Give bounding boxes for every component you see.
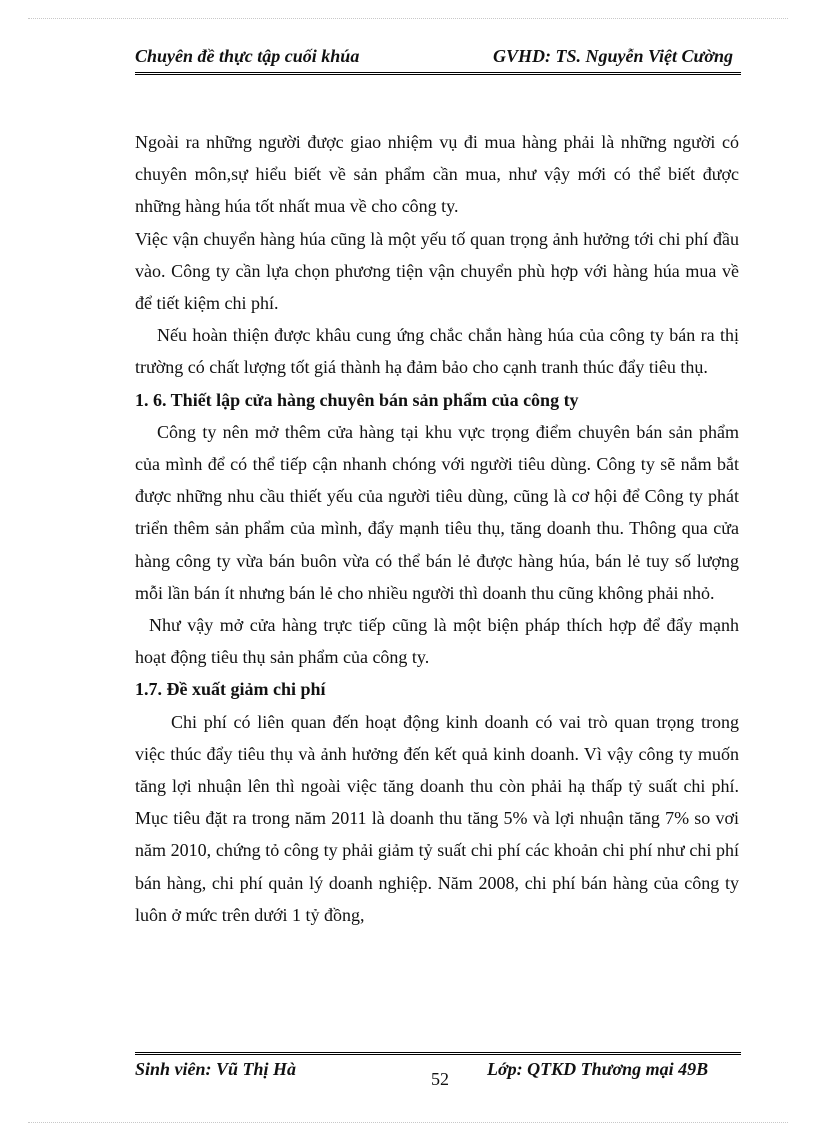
header-advisor: GVHD: TS. Nguyễn Việt Cường: [493, 46, 733, 66]
header-title: Chuyên đề thực tập cuối khúa: [135, 46, 360, 66]
footer-student: Sinh viên: Vũ Thị Hà: [135, 1059, 297, 1079]
page-border-top: [28, 18, 788, 19]
paragraph: Công ty nên mở thêm cửa hàng tại khu vực trọng điểm chuyên bán sản phẩm của mình để có thể tiếp cận nhanh chóng với người tiêu dùng. Công ty sẽ nắm bắt được những nhu cầu thiết yếu của người tiêu dùng, cũng là cơ hội để Công ty phát triển thêm sản phẩm của mình, đẩy mạnh tiêu thụ, tăng doanh thu. Thông qua cửa hàng công ty vừa bán buôn vừa có thể bán lẻ được hàng húa, bán lẻ tuy số lượng mỗi lần bán ít nhưng bán lẻ cho nhiều người thì doanh thu cũng không phải nhỏ.: [135, 421, 739, 603]
paragraph: Việc vận chuyển hàng húa cũng là một yếu tố quan trọng ảnh hưởng tới chi phí đầu vào. Công ty cần lựa chọn phương tiện vận chuyển phù hợp với hàng húa mua về để tiết kiệm chi phí.: [135, 228, 739, 314]
page-number: 52: [431, 1069, 449, 1089]
section-heading: 1.7. Đề xuất giảm chi phí: [135, 679, 326, 700]
document-body: [135, 126, 739, 931]
paragraph: Như vậy mở cửa hàng trực tiếp cũng là một biện pháp thích hợp để đẩy mạnh hoạt động tiêu thụ sản phẩm của công ty.: [135, 615, 739, 668]
paragraph: Ngoài ra những người được giao nhiệm vụ đi mua hàng phải là những người có chuyên môn,sự hiểu biết về sản phẩm cần mua, như vậy mới có thể biết được những hàng húa tốt nhất mua về cho công ty.: [135, 132, 739, 217]
paragraph: Nếu hoàn thiện được khâu cung ứng chắc chắn hàng húa của công ty bán ra thị trường có chất lượng tốt giá thành hạ đảm bảo cho cạnh tranh thúc đẩy tiêu thụ.: [135, 325, 739, 378]
section-heading: 1. 6. Thiết lập cửa hàng chuyên bán sản phẩm của công ty: [135, 389, 579, 410]
page-header: [135, 44, 741, 75]
paragraph: Chi phí có liên quan đến hoạt động kinh doanh có vai trò quan trọng trong việc thúc đẩy tiêu thụ và ảnh hưởng đến kết quả kinh doanh. Vì vậy công ty muốn tăng lợi nhuận lên thì ngoài việc tăng doanh thu còn phải hạ thấp tỷ suất chi phí. Mục tiêu đặt ra trong năm 2011 là doanh thu tăng 5% và lợi nhuận tăng 7% so vơi năm 2010, chứng tỏ công ty phải giảm tỷ suất chi phí các khoản chi phí như chi phí bán hàng, chi phí quản lý doanh nghiệp. Năm 2008, chi phí bán hàng của công ty luôn ở mức trên dưới 1 tỷ đồng,: [135, 711, 739, 925]
page-footer: [135, 1052, 741, 1089]
footer-class: Lớp: QTKD Thương mại 49B: [487, 1059, 709, 1079]
